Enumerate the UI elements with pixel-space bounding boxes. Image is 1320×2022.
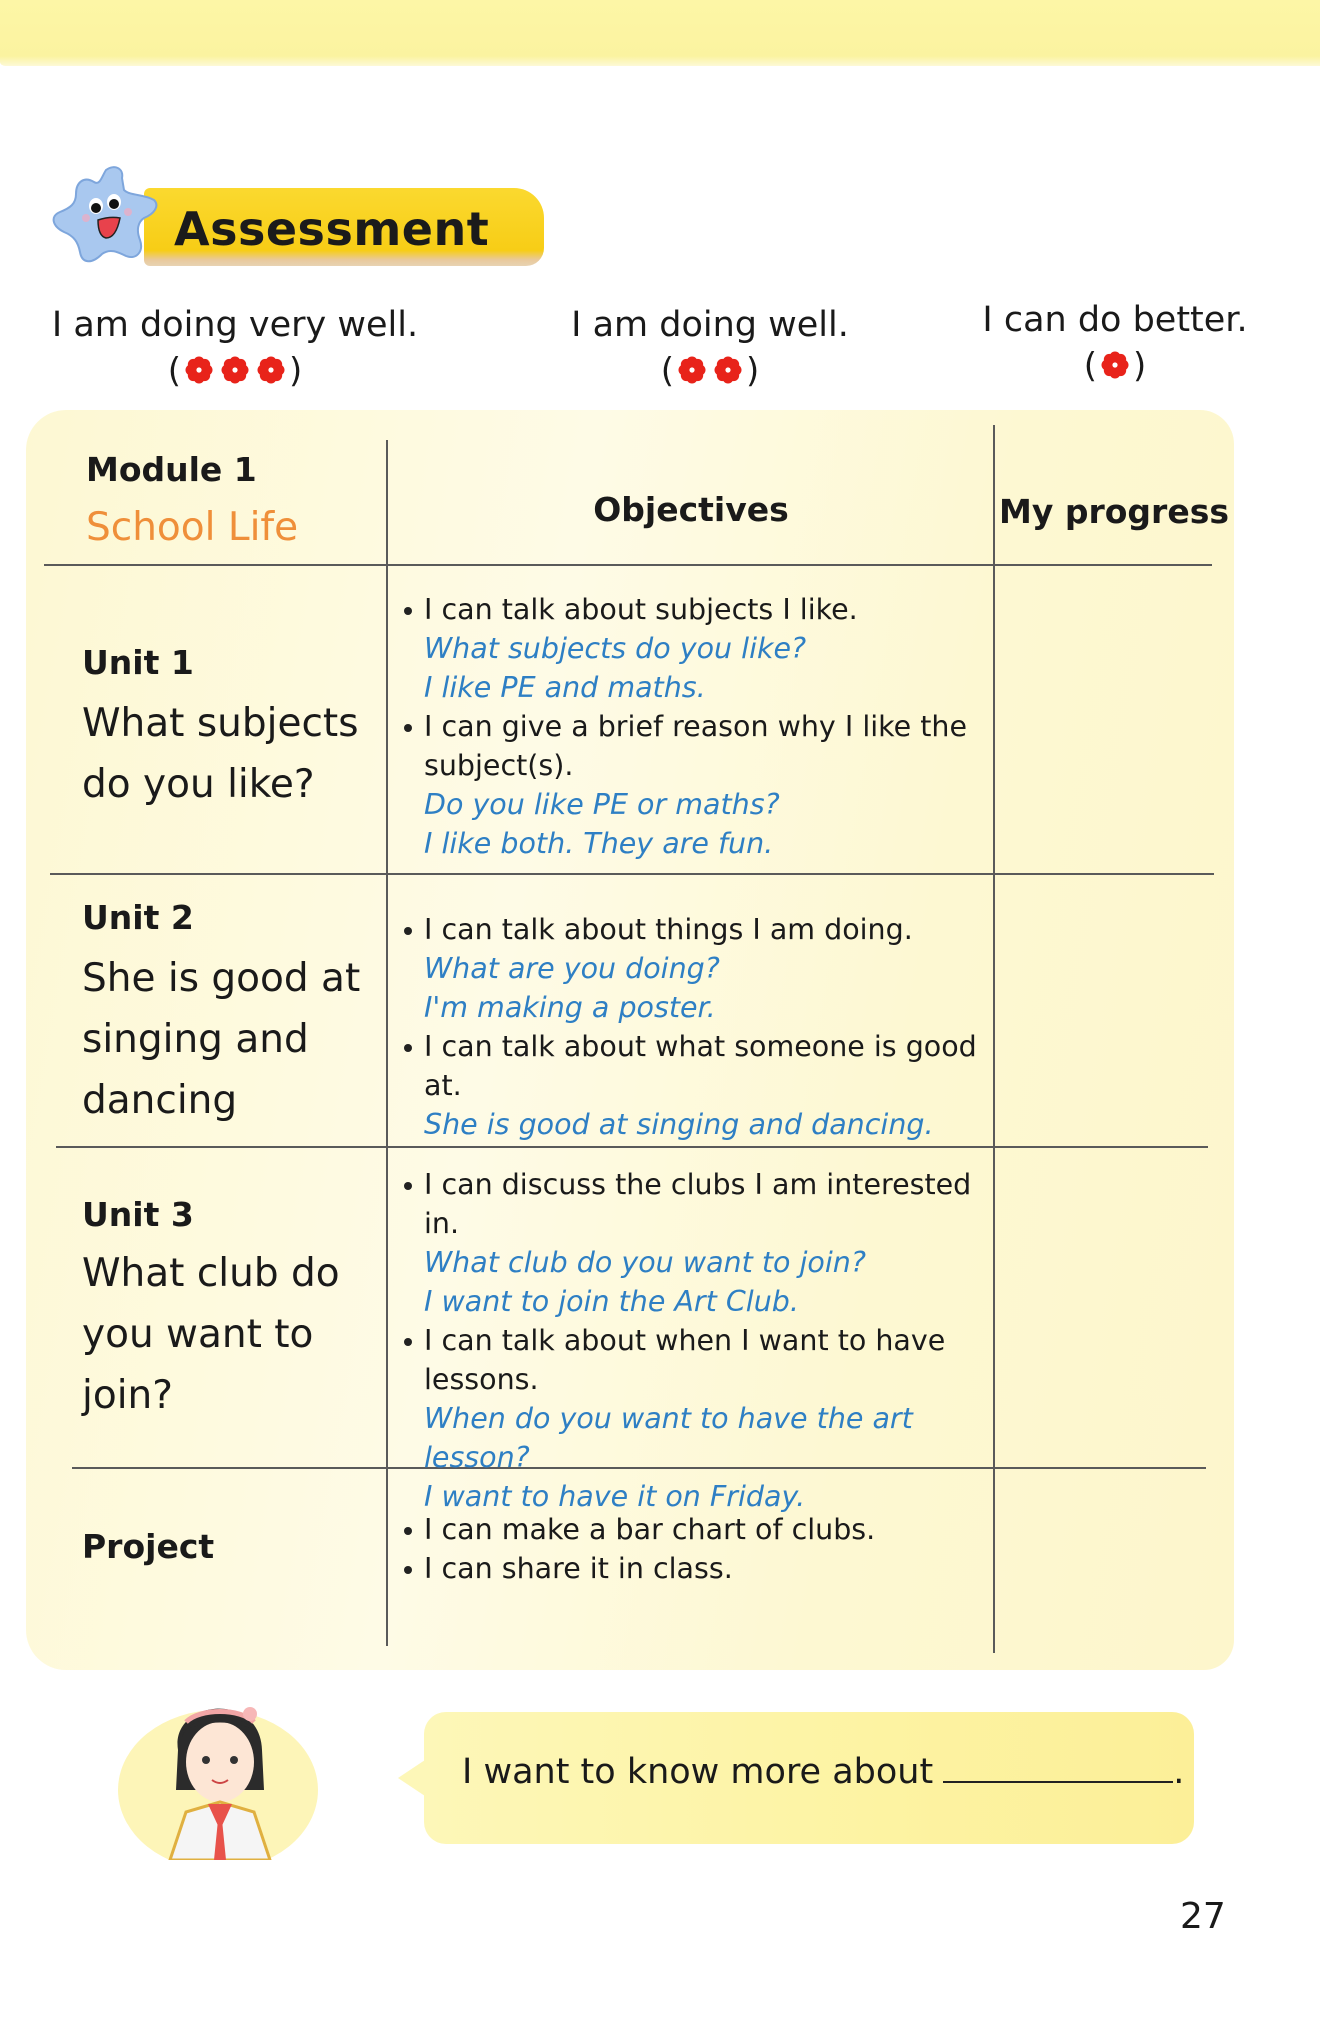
answer-blank[interactable] xyxy=(943,1781,1173,1783)
unit-title: She is good at singing and dancing xyxy=(82,956,361,1123)
example-sentence: When do you want to have the art lesson? xyxy=(424,1402,913,1474)
red-flower-icon xyxy=(184,354,214,384)
objective-item: I can talk about subjects I like. xyxy=(402,590,992,629)
objective-item: I can give a brief reason why I like the subject(s). xyxy=(402,707,992,785)
rating-label: I am doing very well. xyxy=(51,305,419,345)
objectives-list xyxy=(402,1510,992,1588)
example-sentence: I'm making a poster. xyxy=(424,991,716,1024)
unit-label: Unit 1 xyxy=(82,643,194,682)
objective-item: I can discuss the clubs I am interested in. xyxy=(402,1165,992,1243)
red-flower-icon xyxy=(220,354,250,384)
red-flower-icon xyxy=(256,354,286,384)
objective-item: I can make a bar chart of clubs. xyxy=(402,1510,992,1549)
module-name: School Life xyxy=(86,505,299,550)
rating-legend-well xyxy=(570,305,850,391)
table-divider-vertical xyxy=(386,440,388,1646)
example-sentence: What are you doing? xyxy=(424,952,720,985)
unit-label: Unit 3 xyxy=(82,1195,194,1234)
rating-legend-better xyxy=(970,300,1260,386)
objectives-list xyxy=(402,910,992,1144)
module-label: Module 1 xyxy=(86,450,257,489)
girl-avatar-icon xyxy=(100,1680,340,1860)
rating-flowers: ( ) xyxy=(167,351,303,391)
example-sentence: What subjects do you like? xyxy=(424,632,807,665)
unit-title: What club do you want to join? xyxy=(82,1251,340,1418)
speech-prompt: I want to know more about xyxy=(462,1752,934,1792)
example-sentence: I want to join the Art Club. xyxy=(424,1285,799,1318)
rating-flowers: ( ) xyxy=(1083,346,1147,386)
red-flower-icon xyxy=(1100,349,1130,379)
example-sentence: She is good at singing and dancing. xyxy=(424,1108,934,1141)
progress-cell[interactable] xyxy=(996,875,1210,1145)
progress-cell[interactable] xyxy=(996,1469,1210,1649)
example-sentence: What club do you want to join? xyxy=(424,1246,866,1279)
rating-flowers: ( ) xyxy=(660,351,760,391)
red-flower-icon xyxy=(677,354,707,384)
rating-legend-very-well xyxy=(45,305,425,391)
column-header-objectives: Objectives xyxy=(593,490,789,529)
speech-suffix: . xyxy=(1173,1752,1185,1792)
top-decorative-band xyxy=(0,0,1320,66)
red-flower-icon xyxy=(713,354,743,384)
unit-label: Project xyxy=(82,1527,215,1566)
page-number: 27 xyxy=(1180,1896,1226,1937)
page-title: Assessment xyxy=(174,202,490,256)
assessment-banner xyxy=(44,160,504,280)
rating-label: I can do better. xyxy=(982,300,1248,340)
objective-item: I can share it in class. xyxy=(402,1549,992,1588)
objectives-list xyxy=(402,590,992,863)
progress-cell[interactable] xyxy=(996,1148,1210,1466)
example-sentence: I like both. They are fun. xyxy=(424,827,774,860)
rating-label: I am doing well. xyxy=(571,305,849,345)
objective-item: I can talk about what someone is good at. xyxy=(402,1027,992,1105)
unit-label: Unit 2 xyxy=(82,898,194,937)
star-mascot-icon xyxy=(44,160,164,275)
progress-cell[interactable] xyxy=(996,566,1210,872)
objective-item: I can talk about when I want to have lessons. xyxy=(402,1321,992,1399)
speech-text xyxy=(462,1752,1184,1792)
example-sentence: Do you like PE or maths? xyxy=(424,788,780,821)
column-header-progress: My progress xyxy=(999,492,1229,531)
example-sentence: I want to have it on Friday. xyxy=(424,1480,806,1513)
unit-title: What subjects do you like? xyxy=(82,701,359,807)
objectives-list xyxy=(402,1165,992,1516)
example-sentence: I like PE and maths. xyxy=(424,671,706,704)
objective-item: I can talk about things I am doing. xyxy=(402,910,992,949)
